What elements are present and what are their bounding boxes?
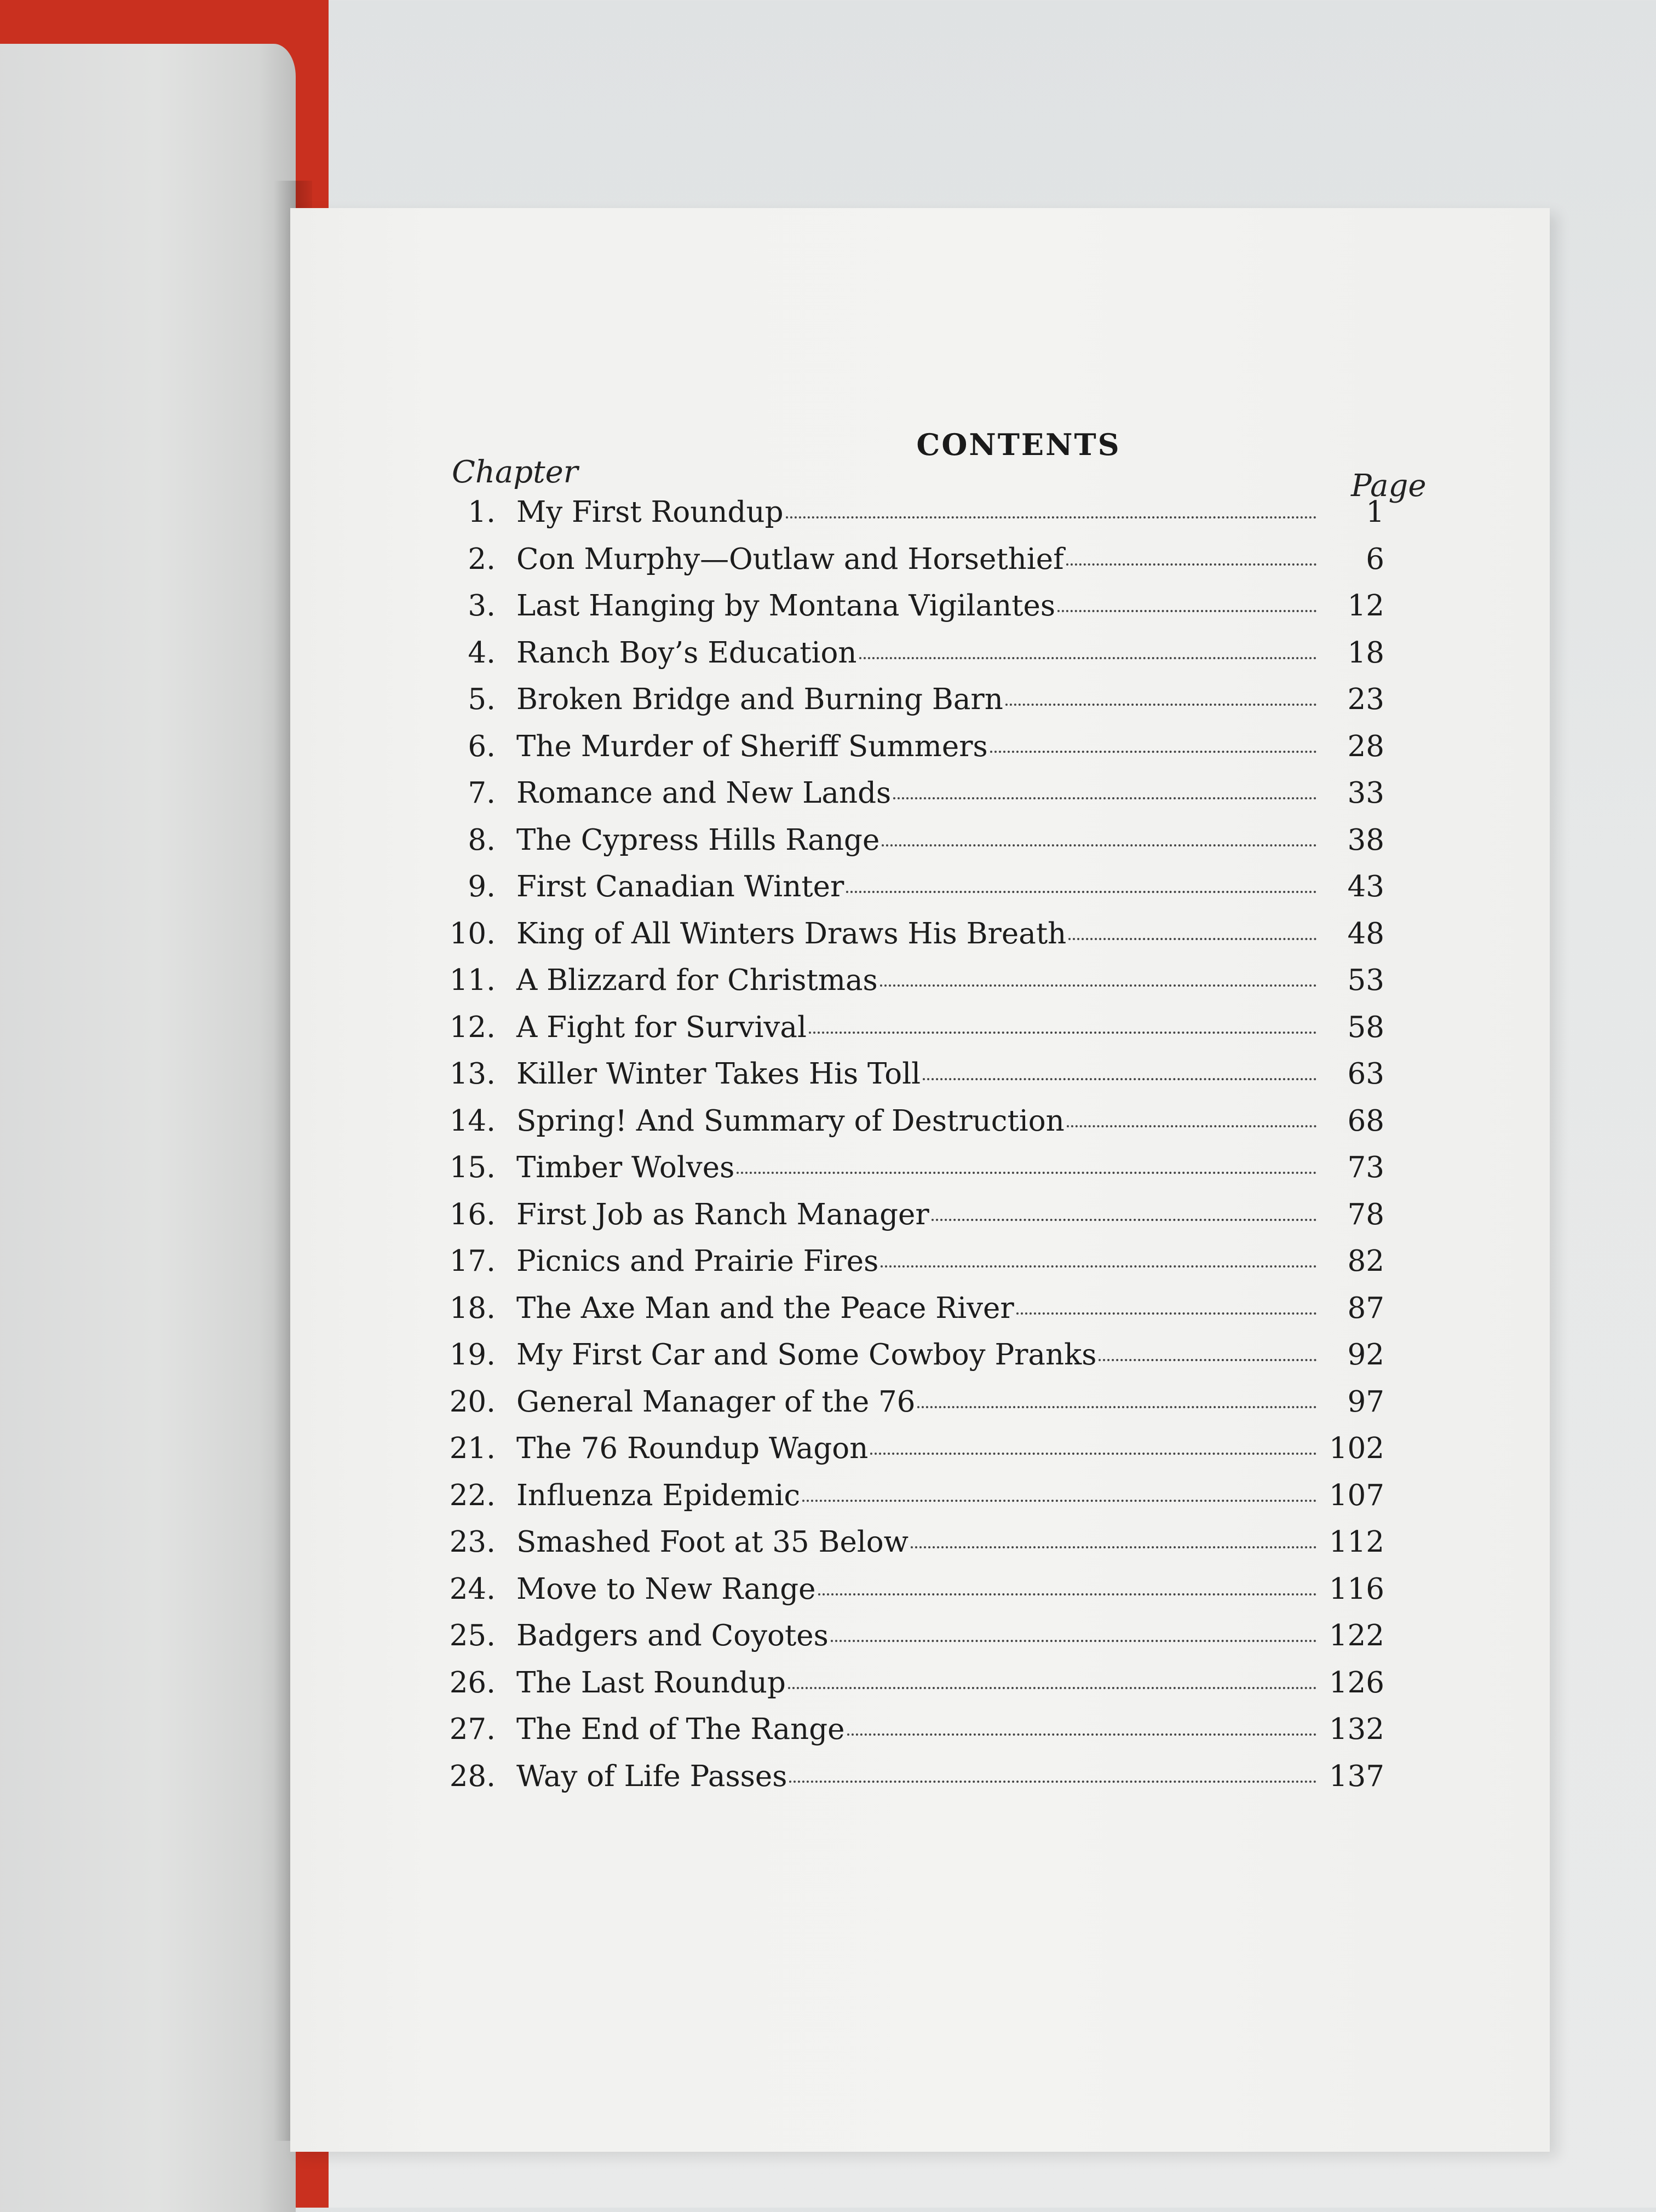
toc-entry bbox=[442, 964, 1384, 1011]
dot-leader bbox=[911, 1546, 1316, 1548]
page-number: 23 bbox=[1347, 683, 1384, 716]
contents-page bbox=[290, 208, 1550, 2152]
toc-entry bbox=[442, 1666, 1384, 1713]
dot-leader bbox=[882, 844, 1316, 846]
chapter-title: Picnics and Prairie Fires bbox=[516, 1245, 879, 1278]
chapter-number: 20. bbox=[449, 1385, 496, 1419]
dot-leader bbox=[859, 657, 1316, 659]
chapter-number: 24. bbox=[449, 1572, 496, 1606]
chapter-title: The 76 Roundup Wagon bbox=[516, 1432, 869, 1465]
chapter-number: 21. bbox=[449, 1432, 496, 1465]
chapter-title: Ranch Boy’s Education bbox=[516, 636, 857, 670]
page-number: 43 bbox=[1347, 870, 1384, 903]
chapter-number: 25. bbox=[449, 1619, 496, 1652]
chapter-number: 13. bbox=[449, 1057, 496, 1091]
page-number: 137 bbox=[1329, 1759, 1384, 1793]
page-number: 116 bbox=[1329, 1572, 1384, 1606]
dot-leader bbox=[917, 1406, 1316, 1408]
chapter-number: 27. bbox=[449, 1713, 496, 1746]
chapter-title: Influenza Epidemic bbox=[516, 1478, 801, 1512]
dot-leader bbox=[893, 797, 1316, 799]
dot-leader bbox=[737, 1172, 1316, 1174]
chapter-title: The End of The Range bbox=[516, 1713, 845, 1746]
page-number: 73 bbox=[1347, 1151, 1384, 1184]
chapter-number: 7. bbox=[468, 776, 496, 810]
chapter-number: 15. bbox=[449, 1151, 496, 1184]
chapter-title: The Cypress Hills Range bbox=[516, 823, 880, 857]
chapter-title: The Last Roundup bbox=[516, 1666, 786, 1700]
dot-leader bbox=[990, 751, 1316, 753]
page-number: 87 bbox=[1347, 1291, 1384, 1325]
chapter-number: 4. bbox=[468, 636, 496, 670]
toc-entry bbox=[442, 543, 1384, 590]
chapter-title: My First Car and Some Cowboy Pranks bbox=[516, 1338, 1097, 1372]
page-number: 12 bbox=[1347, 589, 1384, 623]
chapter-number: 6. bbox=[468, 729, 496, 763]
dot-leader bbox=[1016, 1312, 1316, 1315]
toc-entry bbox=[442, 1198, 1384, 1245]
page-number: 112 bbox=[1329, 1525, 1384, 1559]
chapter-title: Timber Wolves bbox=[516, 1151, 735, 1184]
toc-entry bbox=[442, 1011, 1384, 1058]
page-number: 33 bbox=[1347, 776, 1384, 810]
toc-entry bbox=[442, 1338, 1384, 1385]
chapter-title: Broken Bridge and Burning Barn bbox=[516, 683, 1003, 716]
chapter-number: 2. bbox=[468, 542, 496, 576]
dot-leader bbox=[809, 1032, 1316, 1034]
chapter-number: 26. bbox=[449, 1666, 496, 1700]
toc-entry bbox=[442, 870, 1384, 917]
toc-entry bbox=[442, 1619, 1384, 1666]
chapter-number: 9. bbox=[468, 870, 496, 903]
page-number: 122 bbox=[1329, 1619, 1384, 1652]
chapter-title: My First Roundup bbox=[516, 496, 784, 529]
page-number: 126 bbox=[1329, 1666, 1384, 1700]
chapter-title: A Blizzard for Christmas bbox=[516, 964, 878, 997]
page-number: 97 bbox=[1347, 1385, 1384, 1419]
dot-leader bbox=[846, 891, 1316, 893]
toc-entry bbox=[442, 1292, 1384, 1339]
toc-entry bbox=[442, 1760, 1384, 1807]
chapter-title: General Manager of the 76 bbox=[516, 1385, 916, 1419]
dot-leader bbox=[1099, 1359, 1316, 1361]
toc-entry bbox=[442, 1104, 1384, 1151]
dot-leader bbox=[1068, 938, 1316, 940]
page-number: 53 bbox=[1347, 964, 1384, 997]
chapter-number: 18. bbox=[449, 1291, 496, 1325]
page-number: 68 bbox=[1347, 1104, 1384, 1138]
chapter-number: 10. bbox=[449, 917, 496, 951]
page-number: 132 bbox=[1329, 1713, 1384, 1746]
chapter-number: 8. bbox=[468, 823, 496, 857]
page-number: 102 bbox=[1329, 1432, 1384, 1465]
toc-entry bbox=[442, 917, 1384, 964]
dot-leader bbox=[1067, 1125, 1316, 1127]
chapter-number: 12. bbox=[449, 1010, 496, 1044]
toc-entry bbox=[442, 1525, 1384, 1572]
chapter-title: Last Hanging by Montana Vigilantes bbox=[516, 589, 1056, 623]
dot-leader bbox=[1005, 704, 1316, 706]
toc-entry bbox=[442, 776, 1384, 823]
page-number: 107 bbox=[1329, 1478, 1384, 1512]
page-number: 78 bbox=[1347, 1197, 1384, 1231]
toc-entry bbox=[442, 683, 1384, 730]
chapter-title: First Job as Ranch Manager bbox=[516, 1197, 929, 1231]
page-number: 1 bbox=[1366, 496, 1384, 529]
toc-entry bbox=[442, 589, 1384, 636]
chapter-number: 14. bbox=[449, 1104, 496, 1138]
chapter-title: The Axe Man and the Peace River bbox=[516, 1291, 1014, 1325]
toc-entry bbox=[442, 1432, 1384, 1479]
chapter-title: A Fight for Survival bbox=[516, 1010, 807, 1044]
page-number: 18 bbox=[1347, 636, 1384, 670]
chapter-number: 11. bbox=[449, 964, 496, 997]
toc-entry bbox=[442, 1713, 1384, 1760]
chapter-title: Move to New Range bbox=[516, 1572, 816, 1606]
chapter-number: 17. bbox=[449, 1245, 496, 1278]
chapter-title: Spring! And Summary of Destruction bbox=[516, 1104, 1065, 1138]
dot-leader bbox=[932, 1219, 1316, 1221]
toc-entry bbox=[442, 1479, 1384, 1526]
chapter-number: 28. bbox=[449, 1759, 496, 1793]
chapter-title: King of All Winters Draws His Breath bbox=[516, 917, 1067, 951]
chapter-number: 1. bbox=[468, 496, 496, 529]
dot-leader bbox=[831, 1640, 1316, 1642]
left-page bbox=[0, 44, 296, 2212]
toc-entry bbox=[442, 636, 1384, 683]
chapter-number: 22. bbox=[449, 1478, 496, 1512]
chapter-title: Killer Winter Takes His Toll bbox=[516, 1057, 921, 1091]
toc-entry bbox=[442, 730, 1384, 777]
page-number: 92 bbox=[1347, 1338, 1384, 1372]
chapter-title: First Canadian Winter bbox=[516, 870, 844, 903]
page-number: 63 bbox=[1347, 1057, 1384, 1091]
dot-leader bbox=[818, 1593, 1317, 1595]
chapter-column-heading: Chapter bbox=[452, 454, 578, 490]
dot-leader bbox=[847, 1733, 1316, 1736]
dot-leader bbox=[788, 1687, 1316, 1689]
toc-entry bbox=[442, 1151, 1384, 1198]
dot-leader bbox=[870, 1453, 1316, 1455]
page-number: 58 bbox=[1347, 1010, 1384, 1044]
chapter-number: 5. bbox=[468, 683, 496, 716]
page-column-heading: Page bbox=[1351, 468, 1427, 504]
page-title: CONTENTS bbox=[916, 427, 1121, 462]
chapter-number: 23. bbox=[449, 1525, 496, 1559]
chapter-title: Badgers and Coyotes bbox=[516, 1619, 829, 1652]
page-number: 38 bbox=[1347, 823, 1384, 857]
chapter-number: 16. bbox=[449, 1197, 496, 1231]
dot-leader bbox=[789, 1781, 1316, 1783]
dot-leader bbox=[880, 984, 1316, 987]
table-of-contents bbox=[442, 496, 1384, 1806]
chapter-number: 19. bbox=[449, 1338, 496, 1372]
toc-entry bbox=[442, 1245, 1384, 1292]
dot-leader bbox=[802, 1500, 1316, 1502]
dot-leader bbox=[923, 1078, 1316, 1080]
toc-entry bbox=[442, 1385, 1384, 1432]
page-number: 82 bbox=[1347, 1245, 1384, 1278]
page-number: 48 bbox=[1347, 917, 1384, 951]
toc-entry bbox=[442, 496, 1384, 543]
page-number: 28 bbox=[1347, 729, 1384, 763]
dot-leader bbox=[881, 1265, 1316, 1268]
toc-entry bbox=[442, 1057, 1384, 1104]
toc-entry bbox=[442, 823, 1384, 871]
chapter-title: The Murder of Sheriff Summers bbox=[516, 729, 988, 763]
page-number: 6 bbox=[1366, 542, 1384, 576]
dot-leader bbox=[786, 516, 1316, 519]
chapter-title: Romance and New Lands bbox=[516, 776, 892, 810]
chapter-title: Smashed Foot at 35 Below bbox=[516, 1525, 909, 1559]
dot-leader bbox=[1066, 563, 1316, 566]
chapter-title: Way of Life Passes bbox=[516, 1759, 787, 1793]
toc-entry bbox=[442, 1572, 1384, 1620]
chapter-title: Con Murphy—Outlaw and Horsethief bbox=[516, 542, 1064, 576]
chapter-number: 3. bbox=[468, 589, 496, 623]
dot-leader bbox=[1057, 610, 1316, 612]
